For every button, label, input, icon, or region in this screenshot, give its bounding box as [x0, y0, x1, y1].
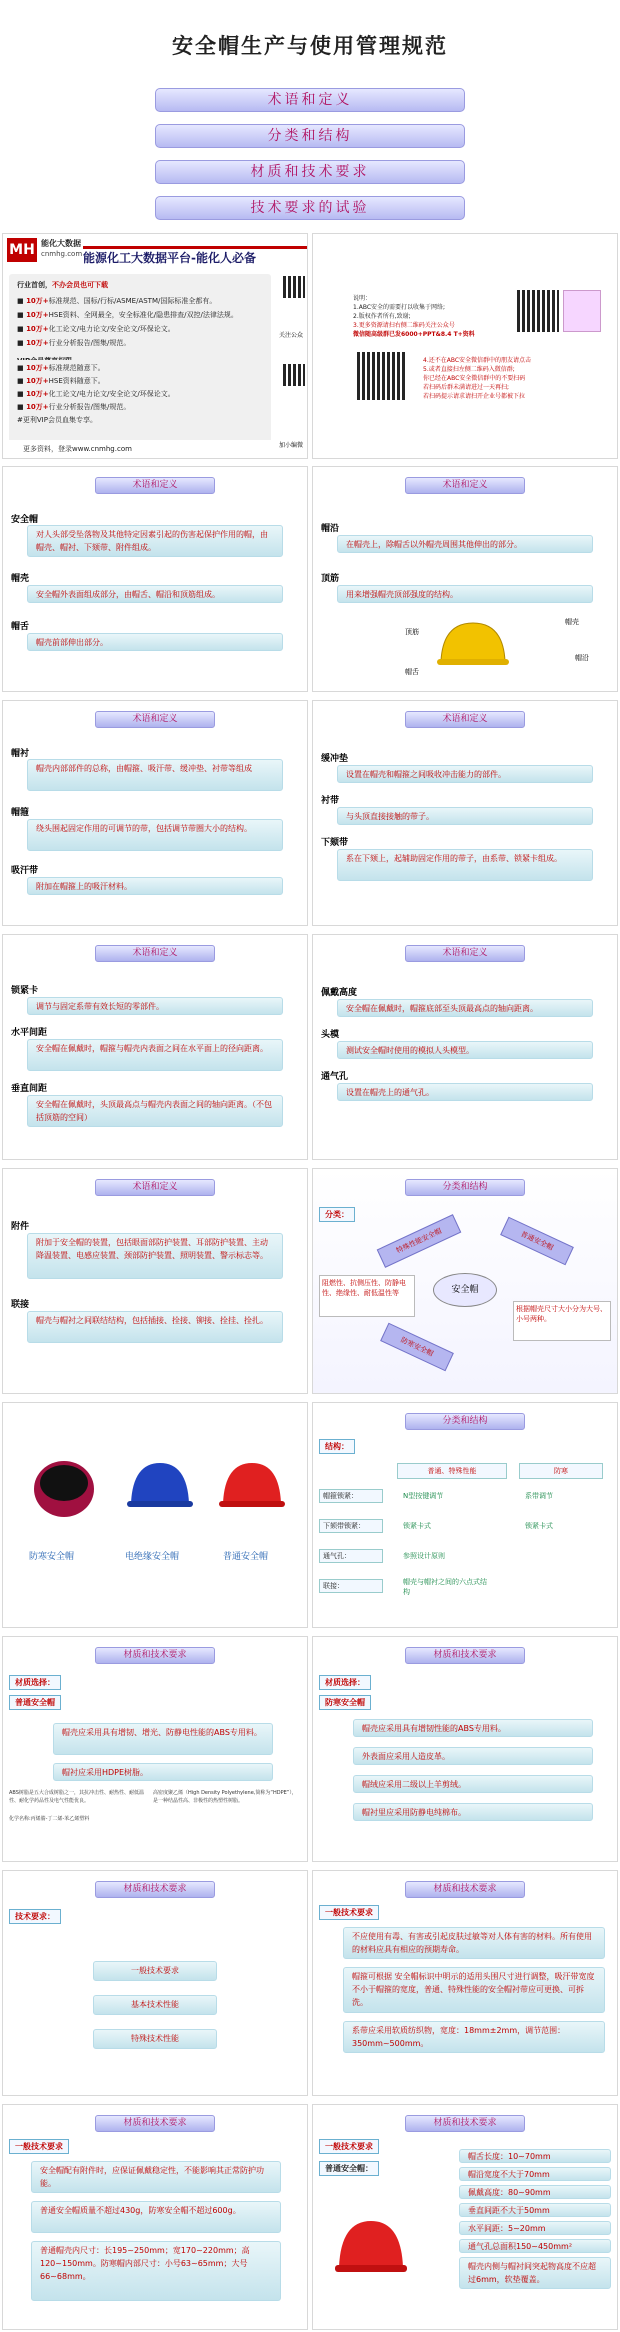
slide-terms-7 — [2, 1168, 308, 1394]
term-definition: 系在下颏上，起辅助固定作用的带子，由系带、锁紧卡组成。 — [337, 849, 593, 881]
term-definition: 用来增强帽壳顶部强度的结构。 — [337, 585, 593, 603]
materials-def: 外表面应采用人造皮革。 — [353, 1747, 593, 1765]
slide-caption: 术语和定义 — [405, 711, 525, 728]
term-label: 帽箍 — [11, 808, 30, 818]
term-definition: 设置在帽壳和帽箍之间吸收冲击能力的部件。 — [337, 765, 593, 783]
structure-label: 结构： — [319, 1439, 355, 1454]
cover-slide — [0, 0, 620, 230]
term-label: 顶筋 — [321, 574, 340, 584]
cover-button-terms[interactable]: 术语和定义 — [155, 88, 465, 112]
helmet-label: 普通安全帽 — [223, 1552, 269, 1562]
slide-caption: 材质和技术要求 — [95, 1647, 215, 1664]
spec-item: 佩戴高度：80~90mm — [459, 2185, 611, 2199]
slide-tech-1 — [2, 1870, 308, 2096]
materials-def: 帽绒应采用二级以上羊剪绒。 — [353, 1775, 593, 1793]
row-value: 锁紧卡式 — [525, 1522, 553, 1530]
tech-def: 普通安全帽质量不超过430g，防寒安全帽不超过600g。 — [31, 2201, 281, 2233]
notice-block-2 — [423, 356, 603, 401]
row-key: 下颏带锁紧： — [319, 1519, 383, 1533]
column-header: 防寒 — [519, 1463, 603, 1479]
term-definition: 绕头围起固定作用的可调节的带，包括调节带圈大小的结构。 — [27, 819, 283, 851]
ad-slide-right — [312, 233, 618, 459]
classification-label: 分类： — [319, 1207, 355, 1222]
vip-count: 10万+ — [26, 403, 49, 411]
spec-item: 通气孔总面积150~450mm² — [459, 2239, 611, 2253]
term-label: 下颏带 — [321, 838, 349, 848]
slide-classification — [312, 1168, 618, 1394]
term-definition: 在帽壳上，除帽舌以外帽壳周围其他伸出的部分。 — [337, 535, 593, 553]
notice-line: 5.或者直接扫左侧二维码入微信群; — [423, 366, 515, 373]
sec1-title: 行业首创， — [17, 281, 52, 289]
notice-line: 若扫码后群未满请进过一天再扫; — [423, 384, 510, 391]
vip-item: 标准规范随意下。 — [48, 364, 105, 372]
slide-caption: 材质和技术要求 — [405, 1881, 525, 1898]
notice-line: 若扫码提示请求请扫开企业号都被下拉 — [423, 393, 526, 400]
term-definition: 测试安全帽时使用的模拟人头模型。 — [337, 1041, 593, 1059]
sec1-item: 行业分析报告/图集/规范。 — [48, 339, 131, 347]
sec1-count: 10万+ — [26, 297, 49, 305]
slide-caption: 分类和结构 — [405, 1179, 525, 1196]
row-value: 系带调节 — [525, 1492, 553, 1500]
red-helmet-icon — [333, 2215, 409, 2285]
slide-materials-2 — [312, 1636, 618, 1862]
term-definition: 附加在帽箍上的吸汗材料。 — [27, 877, 283, 895]
term-definition: 与头顶直接接触的带子。 — [337, 807, 593, 825]
vip-item: 行业分析报告/图集/规范。 — [48, 403, 131, 411]
term-label: 通气孔 — [321, 1072, 349, 1082]
term-definition: 帽壳前部伸出部分。 — [27, 633, 283, 651]
slide-caption: 术语和定义 — [405, 477, 525, 494]
slide-materials-1 — [2, 1636, 308, 1862]
slide-tech-2 — [312, 1870, 618, 2096]
cover-button-tests[interactable]: 技术要求的试验 — [155, 196, 465, 220]
logo-url[interactable]: cnmhg.com — [41, 250, 83, 258]
slide-tech-3 — [2, 2104, 308, 2330]
spec-item: 帽沿宽度不大于70mm — [459, 2167, 611, 2181]
sec1-count: 10万+ — [26, 339, 49, 347]
insulated-helmet-icon — [125, 1457, 195, 1521]
diagram-label: 帽壳 — [565, 618, 579, 626]
follow-label: 关注公众 — [279, 332, 304, 339]
materials-label: 材质选择： — [9, 1675, 61, 1690]
notice-line: 微信随高级群已发6000+PPT&8.4 T+资料 — [353, 331, 475, 338]
materials-label: 材质选择： — [319, 1675, 371, 1690]
diagram-label: 帽舌 — [405, 668, 419, 676]
slide-caption: 术语和定义 — [95, 711, 215, 728]
term-definition: 帽壳与帽衬之间联结结构，包括插接、拴接、铆接、拴挂、拴扎。 — [27, 1311, 283, 1343]
notice-line: 3.更多资源请扫右侧二维码关注公众号 — [353, 322, 455, 329]
materials-def: 帽衬应采用HDPE树脂。 — [53, 1763, 273, 1781]
row-value: N型按键调节 — [403, 1492, 444, 1500]
tech-item[interactable]: 基本技术性能 — [93, 1995, 217, 2015]
term-label: 缓冲垫 — [321, 754, 349, 764]
tech-label: 一般技术要求 — [319, 1905, 379, 1920]
vip-count: 10万+ — [26, 390, 49, 398]
term-label: 附件 — [11, 1222, 30, 1232]
qr-code-icon — [563, 290, 601, 332]
cover-title: 安全帽生产与使用管理规范 — [172, 34, 448, 58]
center-node: 安全帽 — [433, 1273, 497, 1307]
term-definition: 设置在帽壳上的通气孔。 — [337, 1083, 593, 1101]
slide-caption: 材质和技术要求 — [405, 1647, 525, 1664]
node-ordinary: 普通安全帽 — [500, 1217, 574, 1266]
vip-more: #更利VIP会员血集专享。 — [17, 416, 97, 424]
slide-terms-2 — [312, 466, 618, 692]
spec-item: 水平间距：5~20mm — [459, 2221, 611, 2235]
row-value: 参照设计原则 — [403, 1552, 445, 1560]
tech-def: 普通帽壳内尺寸：长195~250mm；宽170~220mm；高120~150mm。防寒帽内部尺寸：小号63~65mm；大号66~68mm。 — [31, 2241, 281, 2301]
helmet-label: 防寒安全帽 — [29, 1552, 75, 1562]
sec1-count: 10万+ — [26, 325, 49, 333]
tech-label: 一般技术要求 — [9, 2139, 69, 2154]
sec1-count: 10万+ — [26, 311, 49, 319]
slide-caption: 材质和技术要求 — [95, 2115, 215, 2132]
vip-item: HSE资料随意下。 — [48, 377, 105, 385]
materials-def: 帽壳应采用具有增韧性能的ABS专用料。 — [353, 1719, 593, 1737]
term-label: 帽舌 — [11, 622, 30, 632]
slide-caption: 分类和结构 — [405, 1413, 525, 1430]
tech-def: 帽箍可根据 安全帽标识中明示的适用头围尺寸进行调整，吸汗带宽度不小于帽箍的宽度，普通、特殊性能的安全帽衬带应可更换、可拆洗。 — [343, 1967, 605, 2013]
ad-section-free: 行业首创，不办会员也可下载 ■ 10万+标准规范、国标/行标/ASME/ASTM/国际标准全都有。 ■ 10万+HSE资料、全网最全，安全标准化/隐患排查/双控/法律法规。 ■ 10万+化工论文/电力论文/安全论文/环保论文。 ■ 10万+行业分析报告/图集/规范。 — [9, 274, 271, 392]
tech-def: 安全帽配有附件时，应保证佩戴稳定性，不能影响其正常防护功能。 — [31, 2161, 281, 2193]
tech-def: 不应使用有毒、有害或引起皮肤过敏等对人体有害的材料。所有使用的材料应具有相应的预期寿命。 — [343, 1927, 605, 1959]
qr-code-icon — [283, 364, 305, 386]
slide-helmet-types — [2, 1402, 308, 1628]
diagram-label: 帽沿 — [575, 654, 589, 662]
spec-item: 帽舌长度：10~70mm — [459, 2149, 611, 2163]
sec1-item: 化工论文/电力论文/安全论文/环保论文。 — [48, 325, 175, 333]
follow-label-2: 加小编微 — [279, 442, 304, 449]
term-label: 吸汗带 — [11, 866, 39, 876]
node-special-detail: 阻燃性、抗侧压性、防静电性、绝缘性、耐低温性等 — [319, 1275, 415, 1317]
term-label: 头模 — [321, 1030, 340, 1040]
row-key: 联接： — [319, 1579, 383, 1593]
logo-text: 能化大数据 — [41, 239, 81, 248]
tech-label: 一般技术要求 — [319, 2139, 379, 2154]
qr-code-icon — [357, 352, 405, 400]
notice-block — [353, 294, 513, 339]
abs-note-2: 化学名称:丙烯腈-丁二烯-苯乙烯塑料 — [9, 1816, 90, 1822]
term-definition: 安全帽在佩戴时，帽箍底部至头顶最高点的轴向距离。 — [337, 999, 593, 1017]
term-label: 帽衬 — [11, 749, 30, 759]
notice-line: 2.版权作者所有,致谢; — [353, 313, 411, 320]
slide-caption: 术语和定义 — [405, 945, 525, 962]
term-definition: 帽壳内部部件的总称，由帽箍、吸汗带、缓冲垫、衬带等组成 — [27, 759, 283, 791]
slide-structure — [312, 1402, 618, 1628]
tech-label: 技术要求： — [9, 1909, 61, 1924]
slide-terms-3 — [2, 700, 308, 926]
slide-caption: 术语和定义 — [95, 477, 215, 494]
diagram-label: 顶筋 — [405, 628, 419, 636]
qr-code-icon — [517, 290, 559, 332]
spec-item: 垂直间距不大于50mm — [459, 2203, 611, 2217]
helmet-label: 电绝缘安全帽 — [125, 1552, 180, 1562]
slide-terms-5 — [2, 934, 308, 1160]
yellow-helmet-icon — [433, 617, 513, 677]
tech-sub: 普通安全帽： — [319, 2161, 379, 2176]
slide-caption: 术语和定义 — [95, 945, 215, 962]
notice-label: 说明： — [353, 295, 372, 302]
row-value: 锁紧卡式 — [403, 1522, 431, 1530]
tech-item[interactable]: 一般技术要求 — [93, 1961, 217, 1981]
materials-def: 帽壳应采用具有增韧、增光、防静电性能的ABS专用料。 — [53, 1723, 273, 1755]
hdpe-note: 高密度聚乙烯（High Density Polyethylene,简称为“HDPE”），是一种结晶性高、非极性的热塑性树脂。 — [153, 1790, 297, 1804]
slide-caption: 材质和技术要求 — [405, 2115, 525, 2132]
sec1-title-red: 不办会员也可下载 — [52, 281, 108, 289]
slide-terms-1 — [2, 466, 308, 692]
cold-helmet-icon — [29, 1457, 99, 1521]
slide-terms-6 — [312, 934, 618, 1160]
term-label: 安全帽 — [11, 515, 39, 525]
term-label: 水平间距 — [11, 1028, 48, 1038]
notice-line: 1.ABC安全的需要打以收集于网络; — [353, 304, 446, 311]
term-definition: 附加于安全帽的装置，包括眼面部防护装置、耳部防护装置、主动降温装置、电感应装置、颈部防护装置、照明装置、警示标志等。 — [27, 1233, 283, 1279]
materials-sub: 普通安全帽 — [9, 1695, 61, 1710]
node-cold: 防寒安全帽 — [380, 1323, 454, 1372]
term-label: 垂直间距 — [11, 1084, 48, 1094]
ad-section-vip: ■ 10万+标准规范随意下。 ■ 10万+HSE资料随意下。 ■ 10万+化工论文/电力论文/安全论文/环保论文。 ■ 10万+行业分析报告/图集/规范。 #更利VIP会员血集专享。 — [9, 360, 271, 440]
ordinary-helmet-icon — [217, 1457, 287, 1521]
slide-caption: 材质和技术要求 — [95, 1881, 215, 1898]
materials-def: 帽衬里应采用防静电纯棉布。 — [353, 1803, 593, 1821]
tech-item[interactable]: 特殊技术性能 — [93, 2029, 217, 2049]
term-definition: 对人头部受坠落物及其他特定因素引起的伤害起保护作用的帽，由帽壳、帽衬、下颏带、附件组成。 — [27, 525, 283, 557]
abs-note: ABS树脂是五大合成树脂之一，其抗冲击性、耐热性、耐低温性、耐化学药品性及电气性能优良。 — [9, 1790, 144, 1804]
ad-footer[interactable]: 更多资料，登录www.cnmhg.com — [23, 445, 132, 453]
vip-count: 10万+ — [26, 364, 49, 372]
tech-def: 系带应采用软质纺织物，宽度：18mm±2mm，调节范围：350mm~500mm。 — [343, 2021, 605, 2053]
sec1-item: 标准规范、国标/行标/ASME/ASTM/国际标准全都有。 — [48, 297, 217, 305]
slide-tech-4 — [312, 2104, 618, 2330]
term-label: 锁紧卡 — [11, 986, 39, 996]
ad-banner: 能源化工大数据平台-能化人必备 — [83, 246, 308, 268]
spec-item: 帽壳内侧与帽衬间突起物高度不应超过6mm，软垫覆盖。 — [459, 2257, 611, 2289]
notice-line: 4.还不在ABC安全微信群中的朋友请点击 — [423, 357, 532, 364]
term-definition: 安全帽外表面组成部分，由帽舌、帽沿和顶筋组成。 — [27, 585, 283, 603]
column-header: 普通、特殊性能 — [397, 1463, 507, 1479]
ad-slide-left — [2, 233, 308, 459]
term-label: 联接 — [11, 1300, 30, 1310]
cover-button-classification[interactable]: 分类和结构 — [155, 124, 465, 148]
term-label: 衬带 — [321, 796, 340, 806]
node-special: 特殊性能安全帽 — [377, 1214, 462, 1268]
term-definition: 调节与固定系带有效长短的零部件。 — [27, 997, 283, 1015]
notice-line: 你已经在ABC安全微信群中的不要扫码 — [423, 375, 526, 382]
term-label: 帽壳 — [11, 574, 30, 584]
vip-item: 化工论文/电力论文/安全论文/环保论文。 — [48, 390, 175, 398]
sec1-item: HSE资料、全网最全，安全标准化/隐患排查/双控/法律法规。 — [48, 311, 238, 319]
slide-terms-4 — [312, 700, 618, 926]
logo-icon: MH — [7, 238, 37, 262]
vip-count: 10万+ — [26, 377, 49, 385]
term-label: 帽沿 — [321, 524, 340, 534]
node-size: 根据帽壳尺寸大小分为大号、小号两种。 — [513, 1301, 611, 1341]
materials-sub: 防寒安全帽 — [319, 1695, 371, 1710]
row-key: 帽箍锁紧： — [319, 1489, 383, 1503]
term-label: 佩戴高度 — [321, 988, 358, 998]
row-key: 通气孔： — [319, 1549, 383, 1563]
cover-button-materials[interactable]: 材质和技术要求 — [155, 160, 465, 184]
slide-caption: 术语和定义 — [95, 1179, 215, 1196]
qr-code-icon — [283, 276, 305, 298]
term-definition: 安全帽在佩戴时，头顶最高点与帽壳内表面之间的轴向距离。（不包括顶筋的空间） — [27, 1095, 283, 1127]
row-value: 帽壳与帽衬之间的六点式结构 — [403, 1578, 487, 1596]
term-definition: 安全帽在佩戴时，帽箍与帽壳内表面之间在水平面上的径向距离。 — [27, 1039, 283, 1071]
